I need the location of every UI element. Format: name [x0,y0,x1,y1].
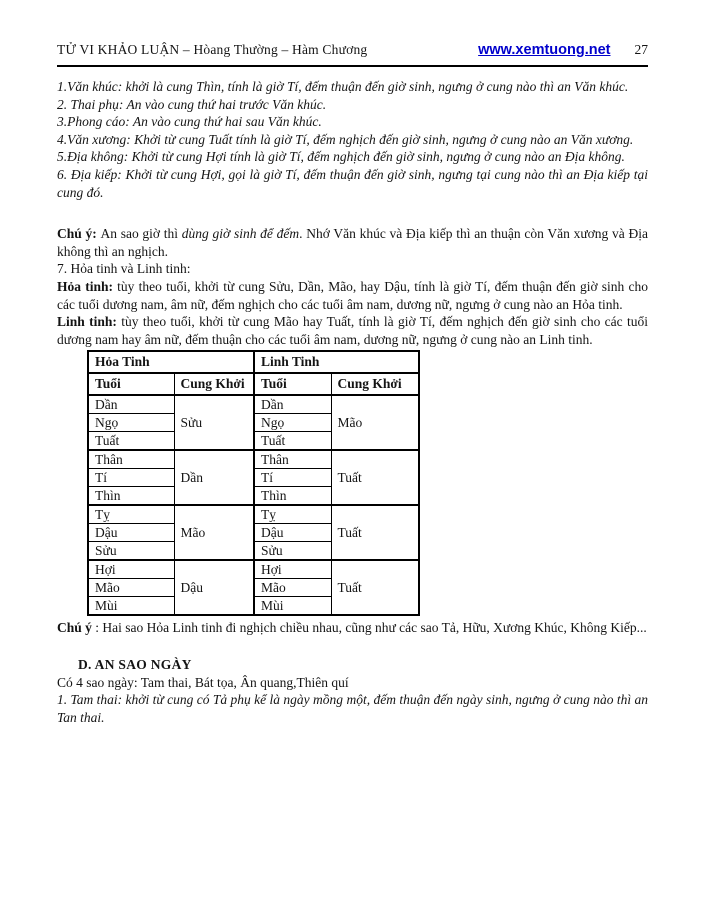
table-cell: Thân [254,450,331,469]
table-cell: Tuất [254,432,331,451]
paragraph-dia-khong: 5.Địa không: Khởi từ cung Hợi tính là giờ Tí, đếm nghịch đến giờ sinh, ngưng ở cung nào an Địa không. [57,149,625,165]
paragraph-dia-kiep: 6. Địa kiếp: Khởi từ cung Hợi, gọi là giờ Tí, đếm thuận đến giờ sinh, ngưng tại cung nào thì an Địa kiếp tại cung đó. [57,166,648,200]
table-cell: Sửu [174,395,254,450]
note-hoa-linh: Chú ý : Hai sao Hỏa Linh tinh đi nghịch chiều nhau, cũng như các sao Tả, Hữu, Xương Khúc, Không Kiếp... [57,620,647,636]
table-cell: Mão [331,395,419,450]
table-cell: Hợi [254,560,331,579]
column-header-cung-khoi-linh: Cung Khởi [331,373,419,395]
table-cell: Tí [254,469,331,487]
website-link[interactable]: www.xemtuong.net [478,42,611,58]
table-cell: Mùi [88,597,174,616]
table-cell: Dậu [88,524,174,542]
paragraph-tam-thai: 1. Tam thai: khởi từ cung có Tả phụ kể là ngày mồng một, đếm thuận đến ngày sinh, ngưng ở cung nào thì an Tan thai. [57,692,648,725]
note-an-sao-gio: Chú ý: An sao giờ thì dùng giờ sinh để đếm. Nhớ Văn khúc và Địa kiếp thì an thuận còn Văn xương và Địa không thì an nghịch. [57,226,648,259]
table-cell: Mão [254,579,331,597]
table-cell: Tỵ [254,505,331,524]
table-cell: Sửu [88,542,174,561]
column-header-cung-khoi-hoa: Cung Khởi [174,373,254,395]
paragraph-phong-cao: 3.Phong cáo: An vào cung thứ hai sau Văn khúc. [57,114,322,130]
table-cell: Tỵ [88,505,174,524]
table-cell: Tí [88,469,174,487]
table-cell: Thìn [254,487,331,506]
table-cell: Tuất [331,505,419,560]
table-cell: Ngọ [88,414,174,432]
table-cell: Thân [88,450,174,469]
table-cell: Dậu [174,560,254,615]
paragraph-hoa-tinh: Hỏa tinh: tùy theo tuổi, khởi từ cung Sửu, Dần, Mão, hay Dậu, tính là giờ Tí, đếm thuận đến giờ sinh cho các tuổi dương nam, âm nữ, đếm nghịch cho các tuổi âm nam, dương nữ, ngưng ở cung nào an Hỏa tinh. [57,278,648,312]
paragraph-thai-phu: 2. Thai phụ: An vào cung thứ hai trước Văn khúc. [57,96,327,112]
table-header-linh-tinh: Linh Tinh [254,351,419,373]
table-header-hoa-tinh: Hỏa Tinh [88,351,254,373]
table-cell: Dần [88,395,174,414]
paragraph-sao-ngay-list: Có 4 sao ngày: Tam thai, Bát tọa, Ân quang,Thiên quí [57,674,349,690]
paragraph-van-xuong: 4.Văn xương: Khởi từ cung Tuất tính là giờ Tí, đếm nghịch đến giờ sinh, ngưng ở cung nào an Văn xương. [57,131,634,147]
table-cell: Dần [254,395,331,414]
paragraph-linh-tinh: Linh tinh: tùy theo tuổi, khởi từ cung Mão hay Tuất, tính là giờ Tí, đếm nghịch đến giờ sinh cho các tuổi dương nam hay âm nữ, đếm thuận cho các tuổi âm nam, dương nữ, ngưng ở cung nào an Linh tinh. [57,314,648,347]
page-title: TỬ VI KHẢO LUẬN – Hòang Thường – Hàm Chương [57,42,368,57]
column-header-tuoi-hoa: Tuổi [88,373,174,395]
table-cell: Tuất [331,560,419,615]
table-cell: Mão [88,579,174,597]
table-cell: Tuất [88,432,174,451]
table-cell: Thìn [88,487,174,506]
table-cell: Dần [174,450,254,505]
page-number: 27 [634,42,648,57]
section-d-heading: D. AN SAO NGÀY [78,656,192,672]
table-cell: Mùi [254,597,331,616]
hoa-linh-table [87,350,420,616]
table-cell: Ngọ [254,414,331,432]
table-cell: Sửu [254,542,331,561]
table-cell: Hợi [88,560,174,579]
column-header-tuoi-linh: Tuổi [254,373,331,395]
table-cell: Mão [174,505,254,560]
table-cell: Dậu [254,524,331,542]
paragraph-van-khuc: 1.Văn khúc: khởi là cung Thìn, tính là giờ Tí, đếm thuận đến giờ sinh, ngưng ở cung nào thì an Văn khúc. [57,79,629,94]
table-cell: Tuất [331,450,419,505]
page-header [0,0,705,58]
paragraph-hoa-linh-heading: 7. Hỏa tinh và Linh tinh: [57,261,191,277]
page-body [0,67,705,726]
